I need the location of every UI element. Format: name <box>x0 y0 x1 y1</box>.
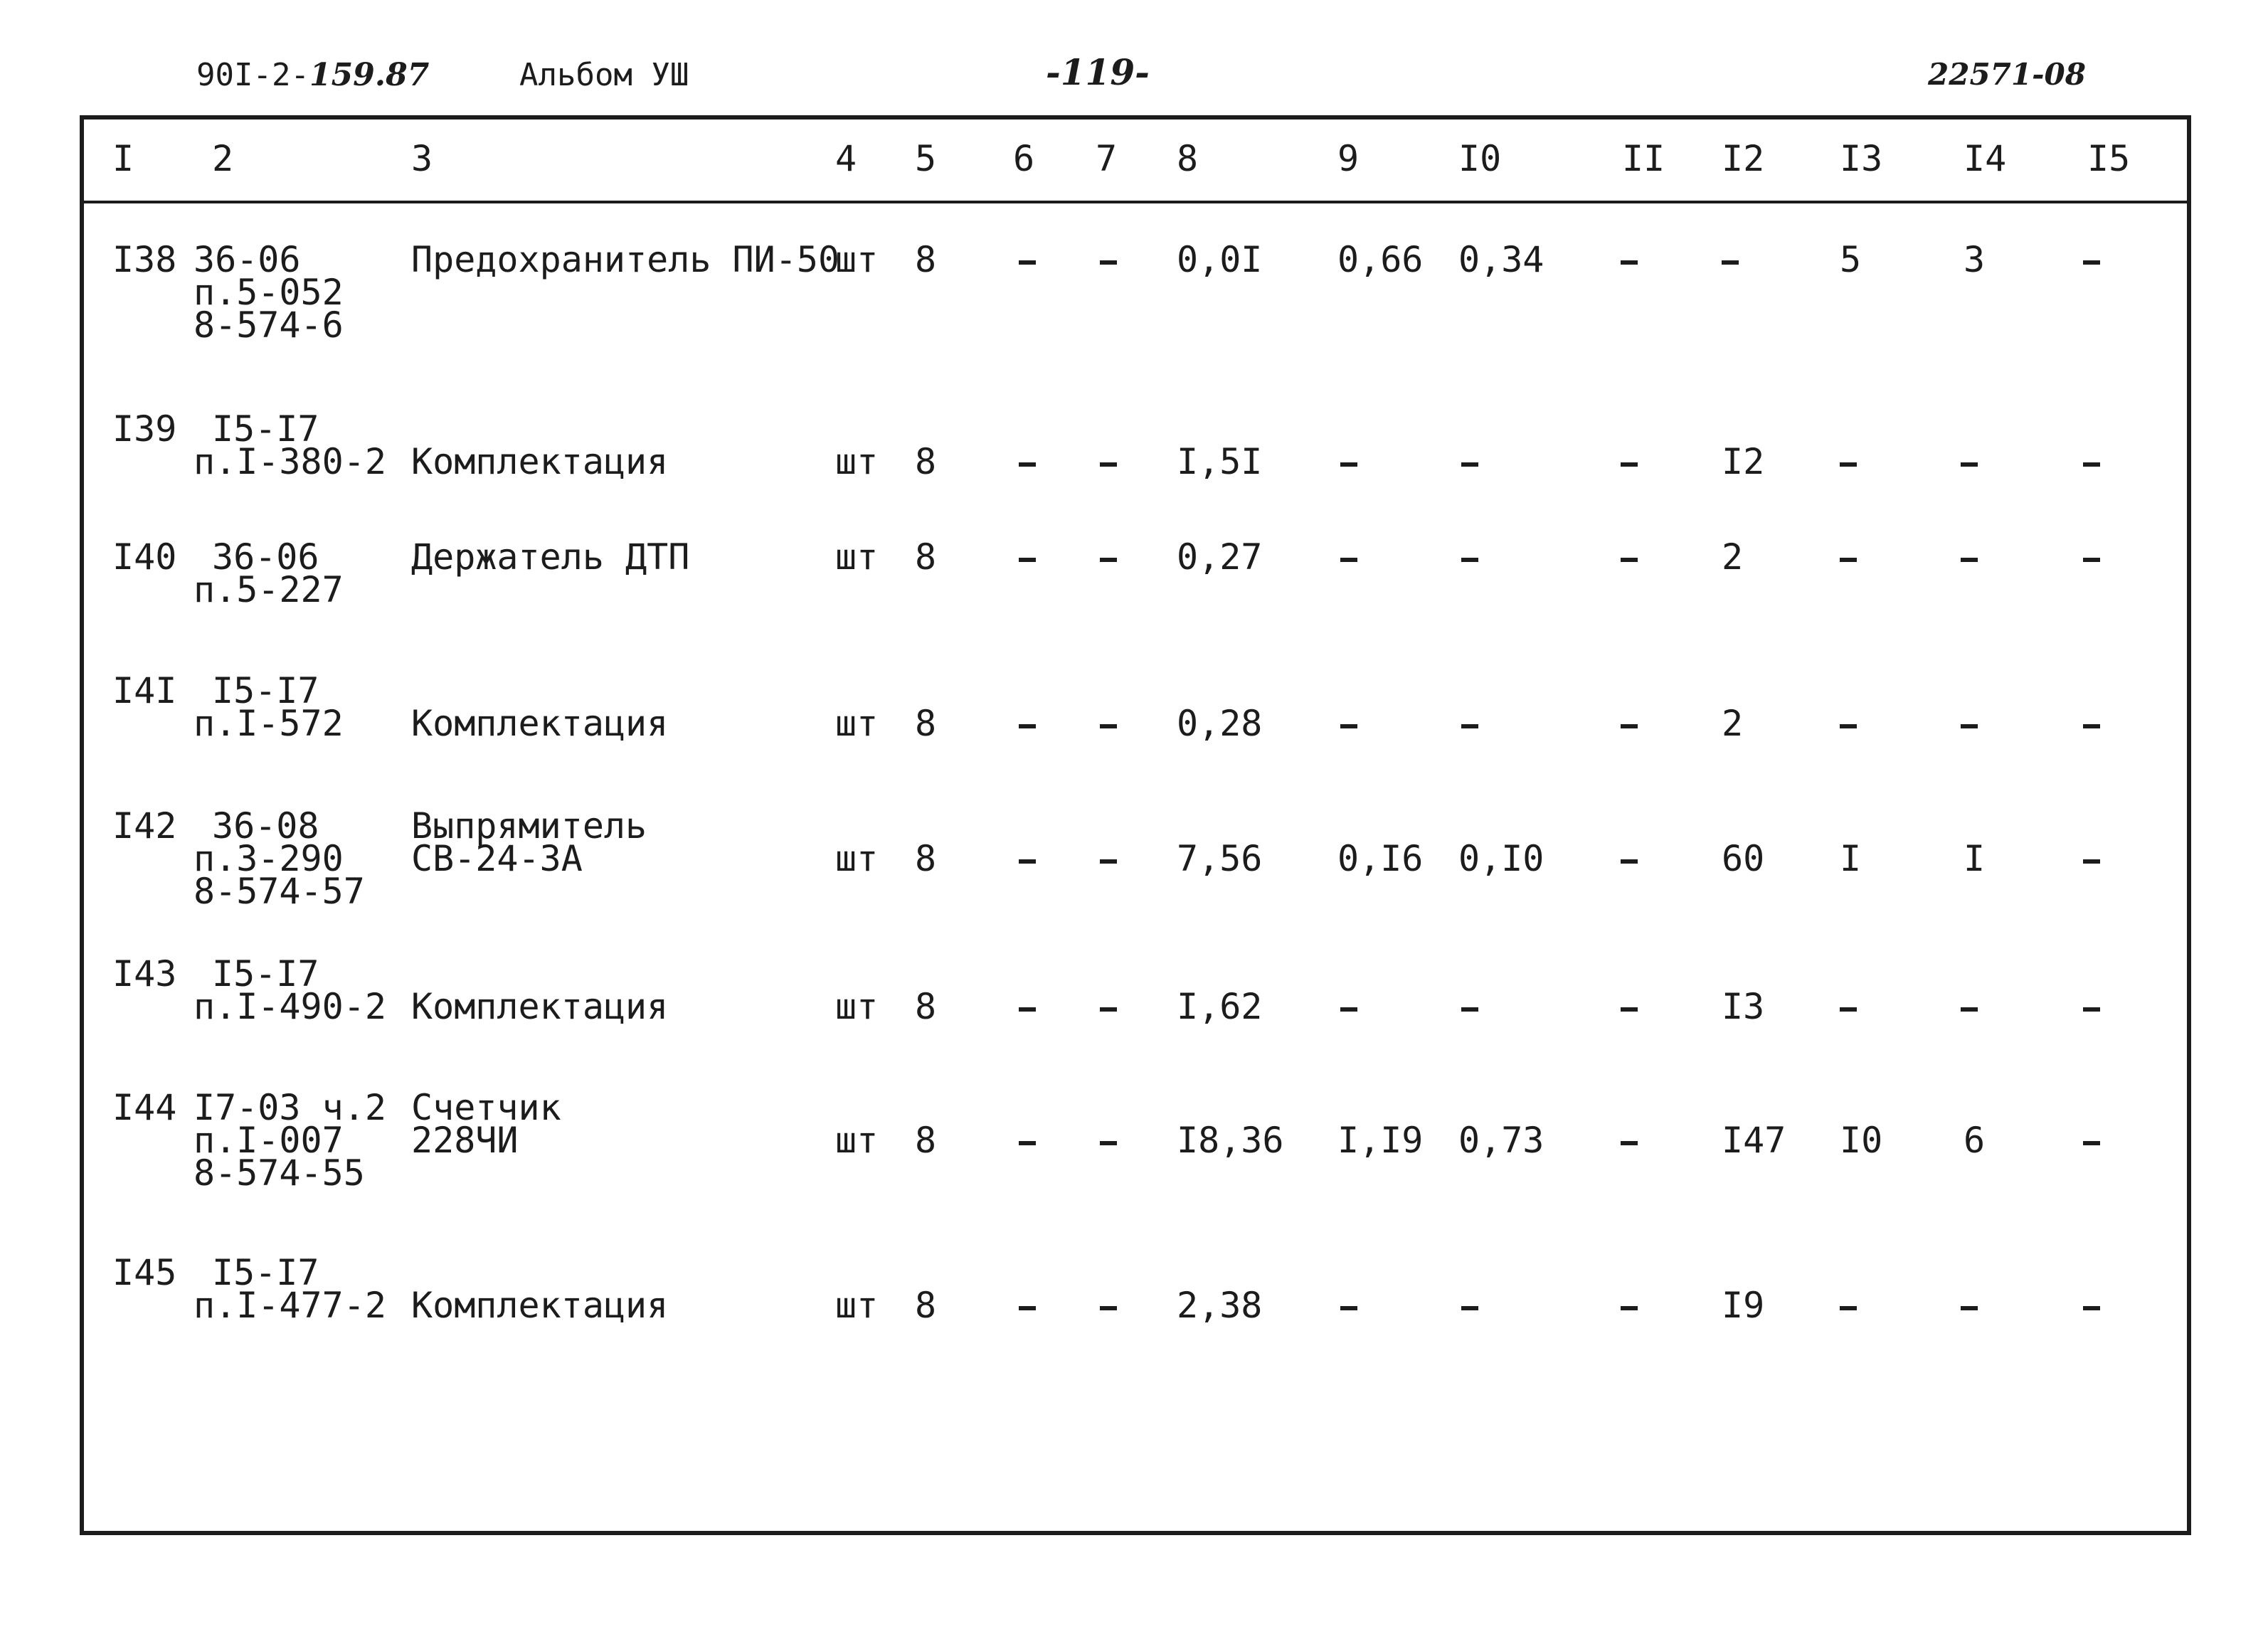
row-c12: I2 <box>1722 441 1765 482</box>
row-c8: 0,27 <box>1177 536 1263 578</box>
row-name-line: Выпрямитель <box>411 805 647 847</box>
row-c13: 5 <box>1840 239 1862 280</box>
row-name-line: Держатель ДТП <box>411 536 690 578</box>
row-c11-dash <box>1621 1306 1638 1310</box>
row-number: I45 <box>112 1252 177 1293</box>
row-c11-dash <box>1621 1141 1638 1145</box>
row-code-line: I7-03 ч.2 <box>194 1087 386 1128</box>
row-c8: I,5I <box>1177 441 1263 482</box>
row-c13-dash <box>1840 1007 1857 1012</box>
row-c11-dash <box>1621 859 1638 864</box>
row-c11-dash <box>1621 724 1638 728</box>
row-c6-dash <box>1019 462 1036 467</box>
row-unit: шт <box>835 1120 879 1161</box>
row-unit: шт <box>835 239 879 280</box>
row-unit: шт <box>835 838 879 879</box>
row-c13-dash <box>1840 724 1857 728</box>
row-c8: 0,28 <box>1177 703 1263 744</box>
row-code-line: I5-I7 <box>212 953 319 994</box>
row-c10: 0,34 <box>1458 239 1544 280</box>
row-c7-dash <box>1100 462 1117 467</box>
row-code-line: п.I-007 <box>194 1120 344 1161</box>
column-header-2: 2 <box>212 138 234 179</box>
row-c14: 3 <box>1964 239 1986 280</box>
doc-code <box>196 57 429 93</box>
row-unit: шт <box>835 441 879 482</box>
row-c10-dash <box>1461 1007 1478 1012</box>
row-unit: шт <box>835 703 879 744</box>
row-c9-dash <box>1340 462 1357 467</box>
row-name-line: Комплектация <box>411 703 669 744</box>
row-c11-dash <box>1621 260 1638 265</box>
row-c8: I,62 <box>1177 986 1263 1027</box>
table-frame <box>80 115 2191 1535</box>
row-c14: I <box>1964 838 1986 879</box>
row-name-line: СВ-24-3А <box>411 838 583 879</box>
row-code-line: I5-I7 <box>212 408 319 450</box>
row-c10: 0,I0 <box>1458 838 1544 879</box>
column-header-6: 6 <box>1013 138 1035 179</box>
row-c6-dash <box>1019 1306 1036 1310</box>
row-c10: 0,73 <box>1458 1120 1544 1161</box>
column-header-12: I2 <box>1722 138 1765 179</box>
row-c12: 60 <box>1722 838 1765 879</box>
row-c11-dash <box>1621 558 1638 562</box>
row-c9: 0,I6 <box>1337 838 1424 879</box>
row-c12: 2 <box>1722 536 1744 578</box>
column-header-14: I4 <box>1964 138 2007 179</box>
row-number: I4I <box>112 670 177 711</box>
row-c9: 0,66 <box>1337 239 1424 280</box>
row-c9-dash <box>1340 724 1357 728</box>
sheet-code: 22571-08 <box>1928 57 2086 92</box>
row-c5: 8 <box>915 441 937 482</box>
row-number: I40 <box>112 536 177 578</box>
row-c15-dash <box>2083 724 2100 728</box>
row-c13-dash <box>1840 558 1857 562</box>
row-c8: I8,36 <box>1177 1120 1284 1161</box>
column-header-13: I3 <box>1840 138 1883 179</box>
row-name-line: Счетчик <box>411 1087 561 1128</box>
row-unit: шт <box>835 536 879 578</box>
row-c5: 8 <box>915 1285 937 1326</box>
row-c14-dash <box>1961 1306 1978 1310</box>
row-c12-dash <box>1722 260 1739 265</box>
row-c11-dash <box>1621 1007 1638 1012</box>
row-c5: 8 <box>915 1120 937 1161</box>
row-unit: шт <box>835 986 879 1027</box>
row-c13-dash <box>1840 462 1857 467</box>
row-code-line: п.I-490-2 <box>194 986 386 1027</box>
row-c7-dash <box>1100 859 1117 864</box>
row-c5: 8 <box>915 536 937 578</box>
row-c7-dash <box>1100 724 1117 728</box>
row-c6-dash <box>1019 724 1036 728</box>
row-c7-dash <box>1100 1141 1117 1145</box>
row-number: I39 <box>112 408 177 450</box>
row-code-line: п.I-572 <box>194 703 344 744</box>
row-c15-dash <box>2083 1141 2100 1145</box>
row-c8: 2,38 <box>1177 1285 1263 1326</box>
row-c14-dash <box>1961 558 1978 562</box>
row-c12: I47 <box>1722 1120 1786 1161</box>
row-c13: I0 <box>1840 1120 1883 1161</box>
doc-code-printed: 90I-2- <box>196 57 309 93</box>
column-header-7: 7 <box>1096 138 1118 179</box>
row-code-line: I5-I7 <box>212 1252 319 1293</box>
row-c8: 7,56 <box>1177 838 1263 879</box>
row-c9-dash <box>1340 1306 1357 1310</box>
row-c15-dash <box>2083 260 2100 265</box>
row-code-line: 8-574-6 <box>194 304 344 346</box>
header-rule <box>80 201 2191 203</box>
row-c12: I9 <box>1722 1285 1765 1326</box>
row-c6-dash <box>1019 1007 1036 1012</box>
row-code-line: п.I-477-2 <box>194 1285 386 1326</box>
row-c7-dash <box>1100 558 1117 562</box>
row-name-line: Комплектация <box>411 441 669 482</box>
row-c15-dash <box>2083 859 2100 864</box>
row-c14-dash <box>1961 724 1978 728</box>
row-c6-dash <box>1019 1141 1036 1145</box>
column-header-1: I <box>112 138 134 179</box>
row-c10-dash <box>1461 558 1478 562</box>
column-header-8: 8 <box>1177 138 1199 179</box>
row-c15-dash <box>2083 558 2100 562</box>
row-c12: 2 <box>1722 703 1744 744</box>
row-c14-dash <box>1961 462 1978 467</box>
row-code-line: 8-574-57 <box>194 871 365 912</box>
row-c11-dash <box>1621 462 1638 467</box>
row-code-line: 36-08 <box>212 805 319 847</box>
row-code-line: 36-06 <box>212 536 319 578</box>
row-c9-dash <box>1340 1007 1357 1012</box>
row-c13: I <box>1840 838 1862 879</box>
row-c10-dash <box>1461 462 1478 467</box>
row-name-line: Комплектация <box>411 1285 669 1326</box>
row-name-line: Комплектация <box>411 986 669 1027</box>
row-code-line: 8-574-55 <box>194 1152 365 1194</box>
row-c7-dash <box>1100 260 1117 265</box>
row-code-line: п.5-052 <box>194 272 344 313</box>
column-header-10: I0 <box>1458 138 1502 179</box>
album-label: Альбом УШ <box>519 57 689 93</box>
column-header-3: 3 <box>411 138 433 179</box>
row-number: I42 <box>112 805 177 847</box>
row-c15-dash <box>2083 462 2100 467</box>
row-c9-dash <box>1340 558 1357 562</box>
row-c13-dash <box>1840 1306 1857 1310</box>
row-number: I44 <box>112 1087 177 1128</box>
column-header-5: 5 <box>915 138 937 179</box>
column-header-4: 4 <box>835 138 857 179</box>
row-c5: 8 <box>915 838 937 879</box>
row-c12: I3 <box>1722 986 1765 1027</box>
row-code-line: 36-06 <box>194 239 301 280</box>
row-c5: 8 <box>915 986 937 1027</box>
row-c10-dash <box>1461 1306 1478 1310</box>
row-c6-dash <box>1019 260 1036 265</box>
page-number: -119- <box>1046 51 1150 93</box>
row-c7-dash <box>1100 1007 1117 1012</box>
row-c6-dash <box>1019 859 1036 864</box>
row-c15-dash <box>2083 1007 2100 1012</box>
doc-code-handwritten: 159.87 <box>309 57 430 93</box>
row-number: I38 <box>112 239 177 280</box>
row-c7-dash <box>1100 1306 1117 1310</box>
column-header-9: 9 <box>1337 138 1360 179</box>
row-c5: 8 <box>915 239 937 280</box>
row-unit: шт <box>835 1285 879 1326</box>
row-name-line: 228ЧИ <box>411 1120 519 1161</box>
row-c8: 0,0I <box>1177 239 1263 280</box>
row-c5: 8 <box>915 703 937 744</box>
row-code-line: п.I-380-2 <box>194 441 386 482</box>
row-c9: I,I9 <box>1337 1120 1424 1161</box>
row-c14: 6 <box>1964 1120 1986 1161</box>
row-c14-dash <box>1961 1007 1978 1012</box>
row-c6-dash <box>1019 558 1036 562</box>
column-header-11: II <box>1622 138 1665 179</box>
row-code-line: п.3-290 <box>194 838 344 879</box>
row-c10-dash <box>1461 724 1478 728</box>
row-c15-dash <box>2083 1306 2100 1310</box>
column-header-15: I5 <box>2087 138 2131 179</box>
row-name-line: Предохранитель ПИ-50 <box>411 239 840 280</box>
row-code-line: I5-I7 <box>212 670 319 711</box>
row-code-line: п.5-227 <box>194 569 344 610</box>
row-number: I43 <box>112 953 177 994</box>
